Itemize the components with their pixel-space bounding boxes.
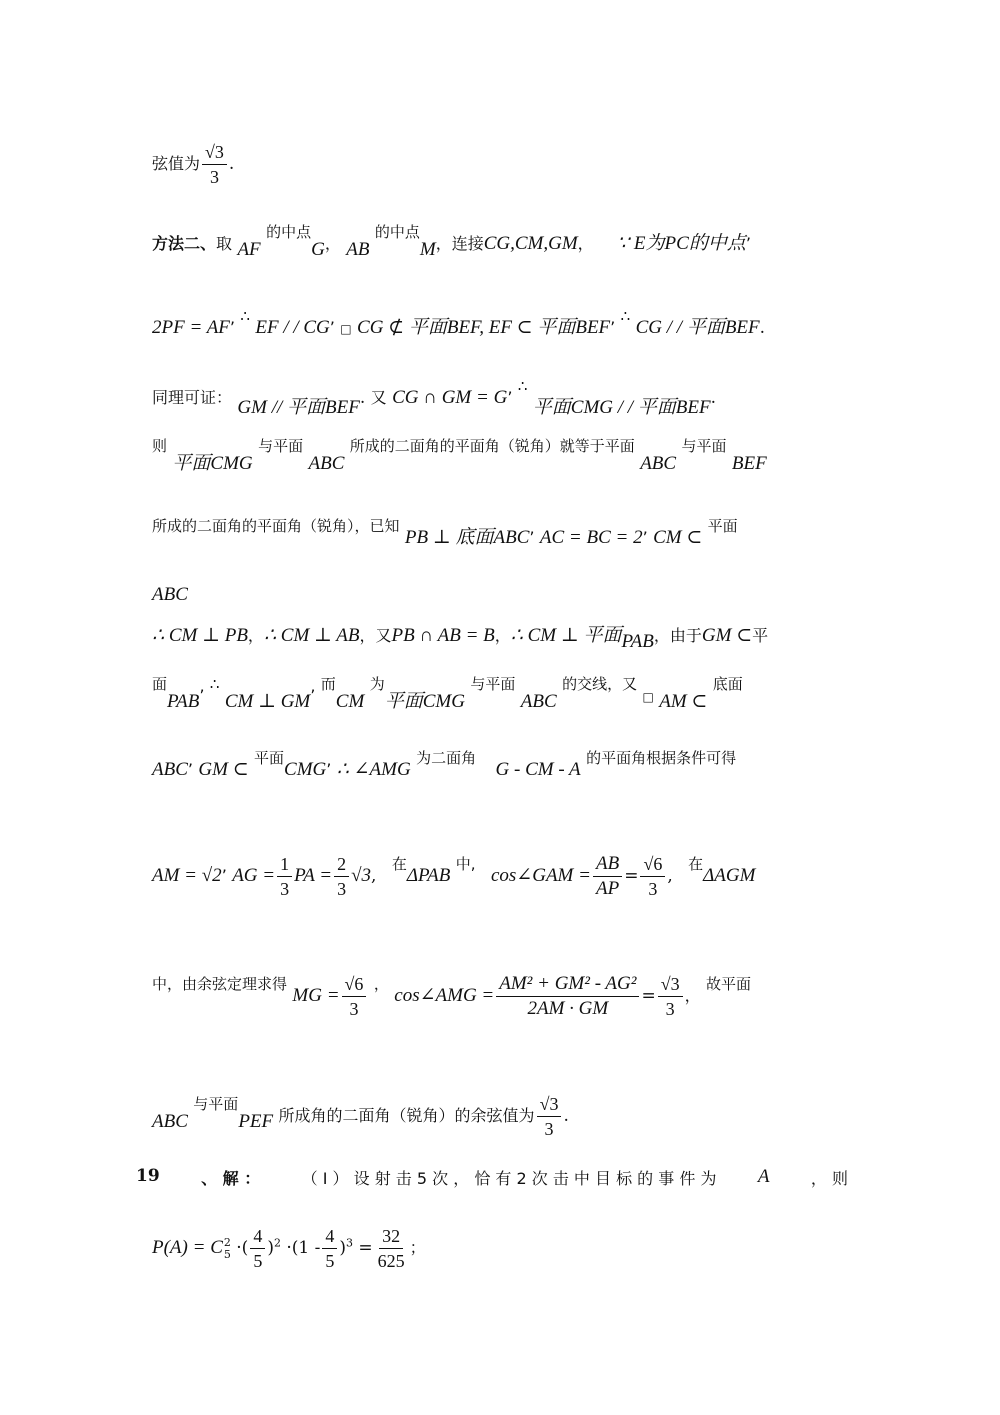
text: ， 则	[810, 1169, 848, 1188]
line-12: 中，由余弦定理求得 MG = $\frac{√6}{3}$ ， cos∠AMG = $\frac{\text{AM² + GM² - AG²}}{2AM \cdot GM}$ = $\frac{√3}{3}$ ， 故平面	[152, 973, 752, 1019]
math: PEF	[238, 1111, 274, 1132]
denominator: 5	[325, 1251, 335, 1271]
text: 所成的二面角的平面角（锐角）就等于平面	[349, 437, 635, 455]
math: 平面CMG / / 平面BEF	[532, 397, 711, 418]
math: PB ⊥ 底面ABC	[404, 527, 530, 548]
math: CM ⊥ GM	[224, 691, 311, 712]
text: ，连接	[435, 234, 484, 253]
text: 与平面	[681, 437, 727, 455]
math: ABC	[152, 1111, 188, 1132]
text: 又	[370, 388, 387, 407]
math: AM = √2	[152, 865, 222, 886]
fraction	[496, 972, 639, 1021]
text: 为二面角	[416, 749, 477, 767]
math: AG =	[232, 865, 276, 886]
line-8: ∴ CM ⊥ PB，∴ CM ⊥ AB，又PB ∩ AB = B，∴ CM ⊥ 平面PAB，由于GM ⊂平	[152, 625, 769, 652]
fraction	[334, 852, 349, 901]
math: AC = BC = 2	[539, 527, 643, 548]
fraction	[277, 852, 292, 901]
numerator: √3	[537, 1092, 562, 1117]
math: CM	[335, 691, 365, 712]
equals: =	[624, 866, 639, 886]
math: GM // 平面BEF	[237, 397, 360, 418]
numerator: 2	[334, 852, 349, 877]
math: ΔAGM	[703, 865, 756, 886]
text: ，	[324, 234, 341, 253]
text: 平面	[707, 517, 738, 535]
numerator: 4	[250, 1224, 265, 1249]
equals: =	[358, 1238, 373, 1258]
text: 的中点	[266, 223, 312, 241]
math: ·(1 -	[286, 1238, 321, 1258]
math: PAB	[621, 631, 654, 652]
math: GM ⊂	[198, 759, 249, 780]
denominator: AP	[595, 878, 620, 899]
text: 的中点	[374, 223, 420, 241]
math: CMG	[284, 759, 327, 780]
therefore-symbol: ∴	[209, 675, 220, 693]
math: CG / / 平面BEF	[635, 317, 760, 338]
math: PB ∩ AB = B	[391, 625, 495, 646]
numerator: AM² + GM² - AG²	[496, 972, 639, 997]
superscript: 2	[223, 1235, 231, 1249]
fraction	[375, 1224, 408, 1273]
math: ∴ CM ⊥ PB	[152, 625, 248, 646]
line-7	[152, 584, 188, 606]
line-13	[152, 1092, 569, 1141]
line-11: AM = √2’ AG = $\frac{1}{3}$ PA = $\frac{2}{3}$ √3, 在ΔPAB 中, cos∠GAM = $\frac{AB}{AP}$ = $\frac{√6}{3}$ , 在ΔAGM	[152, 853, 756, 899]
math: BEF	[731, 453, 767, 474]
text: 取	[216, 234, 233, 253]
numerator: √3	[202, 140, 227, 165]
denominator: 3	[280, 879, 290, 899]
math: A	[757, 1166, 770, 1187]
text: 在	[688, 855, 704, 873]
math: CG ⊄ 平面BEF, EF ⊂ 平面BEF	[357, 317, 611, 338]
math: CM ⊂	[653, 527, 703, 548]
denominator: 3	[544, 1119, 554, 1139]
text: 、 解 ：	[201, 1169, 261, 1188]
text: 与平面	[193, 1095, 239, 1113]
equals: =	[641, 986, 656, 1006]
math: ABC	[640, 453, 677, 474]
denominator: 2AM · GM	[527, 998, 609, 1019]
question-number: 19	[136, 1166, 160, 1186]
denominator: 3	[337, 879, 347, 899]
text: 又	[375, 626, 392, 645]
math: cos∠GAM =	[490, 865, 591, 886]
exponent: 2	[273, 1236, 281, 1250]
numerator: 1	[277, 852, 292, 877]
denominator: 3	[665, 999, 675, 1019]
math: ∵ E为PC的中点	[617, 233, 746, 254]
numerator: √6	[342, 972, 367, 997]
box-glyph: □	[340, 322, 352, 336]
text: 的交线，又	[562, 675, 638, 693]
line-5	[152, 437, 767, 474]
therefore-symbol: ∴	[620, 307, 631, 325]
line-2: 方法二、取 AF 的中点G， AB 的中点M，连接CG,CM,GM， ∵ E为PC的中点’	[152, 223, 751, 260]
math: M	[419, 239, 436, 260]
numerator: AB	[593, 852, 622, 877]
numerator: √3	[658, 972, 683, 997]
line-1	[152, 140, 234, 189]
therefore-symbol: ∴	[240, 307, 250, 325]
line-9: 面PAB’ ∴ CM ⊥ GM’ 而CM 为平面CMG 与平面 ABC 的交线，又 □ AM ⊂ 底面	[152, 675, 743, 712]
period: .	[228, 154, 235, 174]
denominator: 3	[648, 879, 658, 899]
math: PA =	[294, 865, 333, 886]
line-4: 同理可证： GM // 平面BEF. 又 CG ∩ GM = G’ ∴ 平面CMG / / 平面BEF.	[152, 377, 717, 418]
text: 故平面	[706, 975, 752, 993]
denominator: 3	[349, 999, 359, 1019]
denominator: 625	[377, 1251, 405, 1271]
text: 所成的二面角的平面角（锐角），已知	[152, 517, 400, 535]
text: 同理可证：	[152, 388, 233, 407]
math: AM ⊂	[659, 691, 708, 712]
text: 而	[320, 675, 336, 693]
text: 弦值为	[152, 154, 201, 173]
math: ∴ CM ⊥ AB	[263, 625, 360, 646]
period: .	[563, 1106, 569, 1126]
math: AB	[346, 239, 370, 260]
line-6: 所成的二面角的平面角（锐角），已知 PB ⊥ 底面ABC’ AC = BC = 2’ CM ⊂ 平面	[152, 517, 738, 548]
line-3: 2PF = AF’ ∴ EF / / CG’ □ CG ⊄ 平面BEF, EF ⊂ 平面BEF’ ∴ CG / / 平面BEF.	[152, 307, 766, 338]
fraction	[658, 972, 683, 1021]
math: EF / / CG	[255, 317, 330, 338]
fraction	[640, 852, 665, 901]
text: （ Ⅰ ） 设 射 击 5 次 ， 恰 有 2 次 击 中 目 标 的 事 件 为	[301, 1169, 717, 1188]
math: 平面CMG	[384, 691, 465, 712]
math: cos∠AMG =	[394, 985, 495, 1006]
exponent: 3	[346, 1236, 354, 1250]
text: 由于	[669, 626, 702, 645]
text: 平	[752, 626, 769, 645]
math: ·(	[236, 1238, 249, 1258]
math: ∴ ∠AMG	[336, 759, 411, 780]
text: 底面	[712, 675, 743, 693]
text: 与平面	[470, 675, 516, 693]
method-label: 方法二、	[152, 234, 217, 253]
math: 平面CMG	[172, 453, 253, 474]
text: ；	[409, 1238, 426, 1257]
math: P(A) = C	[152, 1237, 223, 1258]
math: ABC	[152, 584, 188, 605]
text: 中,	[455, 855, 476, 873]
numerator: √6	[640, 852, 665, 877]
text: 所成角的二面角（锐角）的余弦值为	[278, 1106, 535, 1125]
fraction	[202, 140, 227, 189]
fraction	[322, 1224, 337, 1273]
denominator: 5	[253, 1251, 263, 1271]
text: 面	[152, 675, 168, 693]
therefore-symbol: ∴	[517, 377, 528, 395]
math: G	[311, 239, 325, 260]
fraction	[250, 1224, 265, 1273]
text: 在	[391, 855, 407, 873]
math: ABC	[520, 691, 557, 712]
math: CG,CM,GM	[483, 233, 578, 254]
math: G - CM - A	[495, 759, 581, 780]
line-15: P(A) = C 2 5 ·( $\frac{4}{5}$ )$^2$ ·(1 - $\frac{4}{5}$ )$^3$ = $\frac{32}{625}$ ；	[152, 1226, 426, 1271]
text: 中，由余弦定理求得	[152, 975, 288, 993]
fraction	[593, 852, 622, 901]
text: 与平面	[258, 437, 304, 455]
box-glyph: □	[642, 690, 654, 704]
text: 则	[152, 437, 168, 455]
fraction	[537, 1092, 562, 1141]
math: ∴ CM ⊥ 平面	[510, 625, 622, 646]
math: PAB	[167, 691, 200, 712]
math: ABC	[152, 759, 188, 780]
math: ABC	[308, 453, 345, 474]
math: AF	[237, 239, 261, 260]
math: ΔPAB	[406, 865, 451, 886]
math: 2PF = AF	[152, 317, 230, 338]
fraction	[342, 972, 367, 1021]
line-10: ABC’ GM ⊂ 平面CMG’ ∴ ∠AMG 为二面角 G - CM - A 的平面角根据条件可得	[152, 749, 737, 780]
text: 的平面角根据条件可得	[586, 749, 737, 767]
text: 为	[369, 675, 385, 693]
math: CG ∩ GM = G	[392, 387, 508, 408]
numerator: 32	[379, 1224, 403, 1249]
subscript: 5	[223, 1247, 231, 1261]
denominator: 3	[209, 167, 219, 187]
math: MG =	[292, 985, 340, 1006]
math: GM ⊂	[701, 625, 753, 646]
math: √3	[351, 865, 372, 886]
line-14	[136, 1166, 848, 1189]
numerator: 4	[322, 1224, 337, 1249]
text: 平面	[254, 749, 285, 767]
